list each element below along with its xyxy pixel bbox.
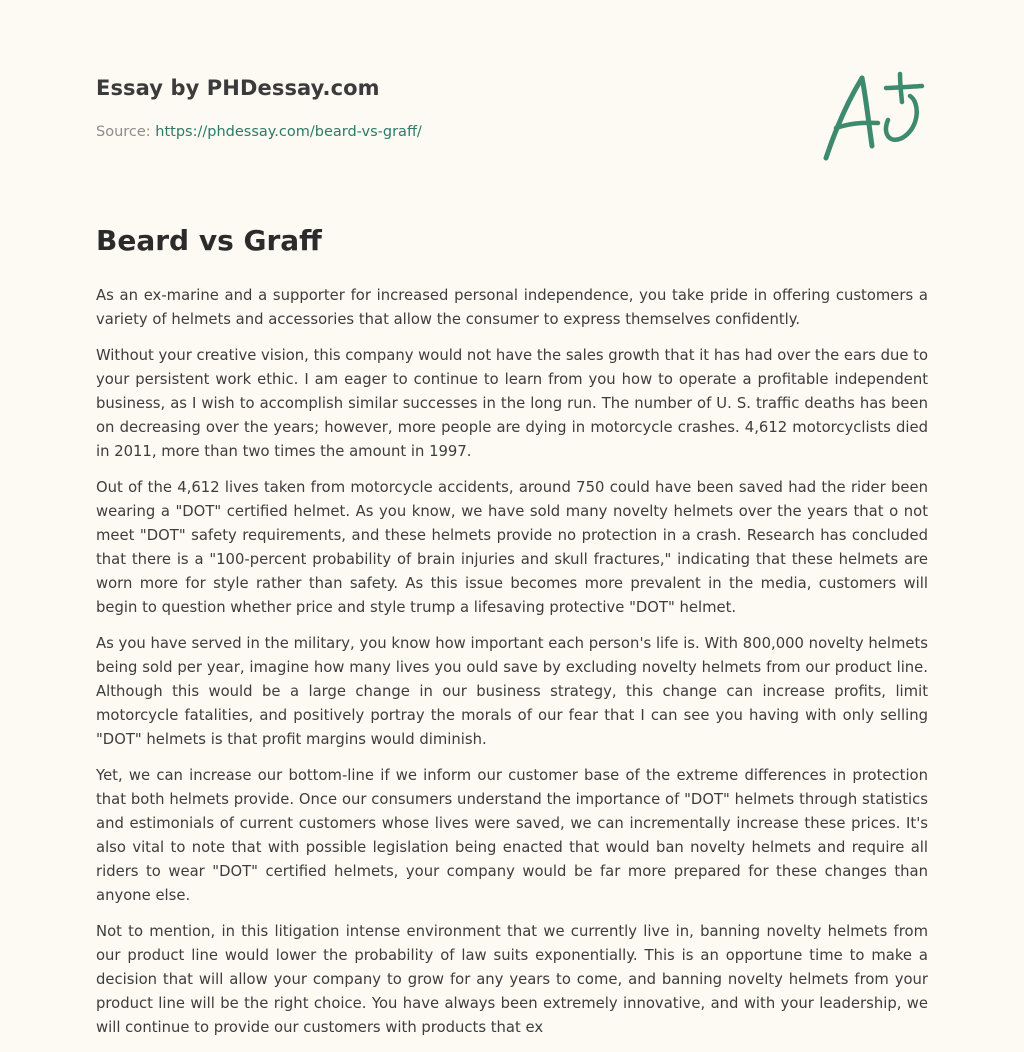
source-line xyxy=(96,124,422,140)
site-title: Essay by PHDessay.com xyxy=(96,76,380,100)
a-plus-logo-icon xyxy=(822,68,926,164)
source-link[interactable]: https://phdessay.com/beard-vs-graff/ xyxy=(155,124,422,140)
essay-paragraph: As you have served in the military, you know how important each person's life is. With 800,000 novelty helmets being sold per year, imagine how many lives you ould save by excluding novelty helmets from our product line. Although this would be a large change in our business strategy, this change can increase profits, limit motorcycle fatalities, and positively portray the morals of our fear that I can see you having with only selling "DOT" helmets is that profit margins would diminish. xyxy=(96,635,928,748)
essay-paragraph: Out of the 4,612 lives taken from motorcycle accidents, around 750 could have been saved had the rider been wearing a "DOT" certified helmet. As you know, we have sold many novelty helmets over the years that o not meet "DOT" safety requirements, and these helmets provide no protection in a crash. Research has concluded that there is a "100-percent probability of brain injuries and skull fractures," indicating that these helmets are worn more for style rather than safety. As this issue becomes more prevalent in the media, customers will begin to question whether price and style trump a lifesaving protective "DOT" helmet. xyxy=(96,479,928,616)
essay-paragraph: Yet, we can increase our bottom-line if we inform our customer base of the extreme differences in protection that both helmets provide. Once our consumers understand the importance of "DOT" helmets through statistics and estimonials of current customers whose lives were saved, we can incrementally increase these prices. It's also vital to note that with possible legislation being enacted that would ban novelty helmets and require all riders to wear "DOT" certified helmets, your company would be far more prepared for these changes than anyone else. xyxy=(96,767,928,904)
essay-body xyxy=(96,284,928,1052)
essay-paragraph: Without your creative vision, this company would not have the sales growth that it has had over the ears due to your persistent work ethic. I am eager to continue to learn from you how to operate a profitable independent business, as I wish to accomplish similar successes in the long run. The number of U. S. traffic deaths has been on decreasing over the years; however, more people are dying in motorcycle crashes. 4,612 motorcyclists died in 2011, more than two times the amount in 1997. xyxy=(96,347,928,460)
essay-title: Beard vs Graff xyxy=(96,224,322,257)
essay-paragraph: As an ex-marine and a supporter for increased personal independence, you take pride in offering customers a variety of helmets and accessories that allow the consumer to express themselves confidently. xyxy=(96,287,928,328)
essay-paragraph: Not to mention, in this litigation intense environment that we currently live in, banning novelty helmets from our product line would lower the probability of law suits exponentially. This is an opportune time to make a decision that will allow your company to grow for any years to come, and banning novelty helmets from your product line will be the right choice. You have always been extremely innovative, and with your leadership, we will continue to provide our customers with products that ex xyxy=(96,923,928,1036)
source-label: Source: xyxy=(96,124,156,140)
